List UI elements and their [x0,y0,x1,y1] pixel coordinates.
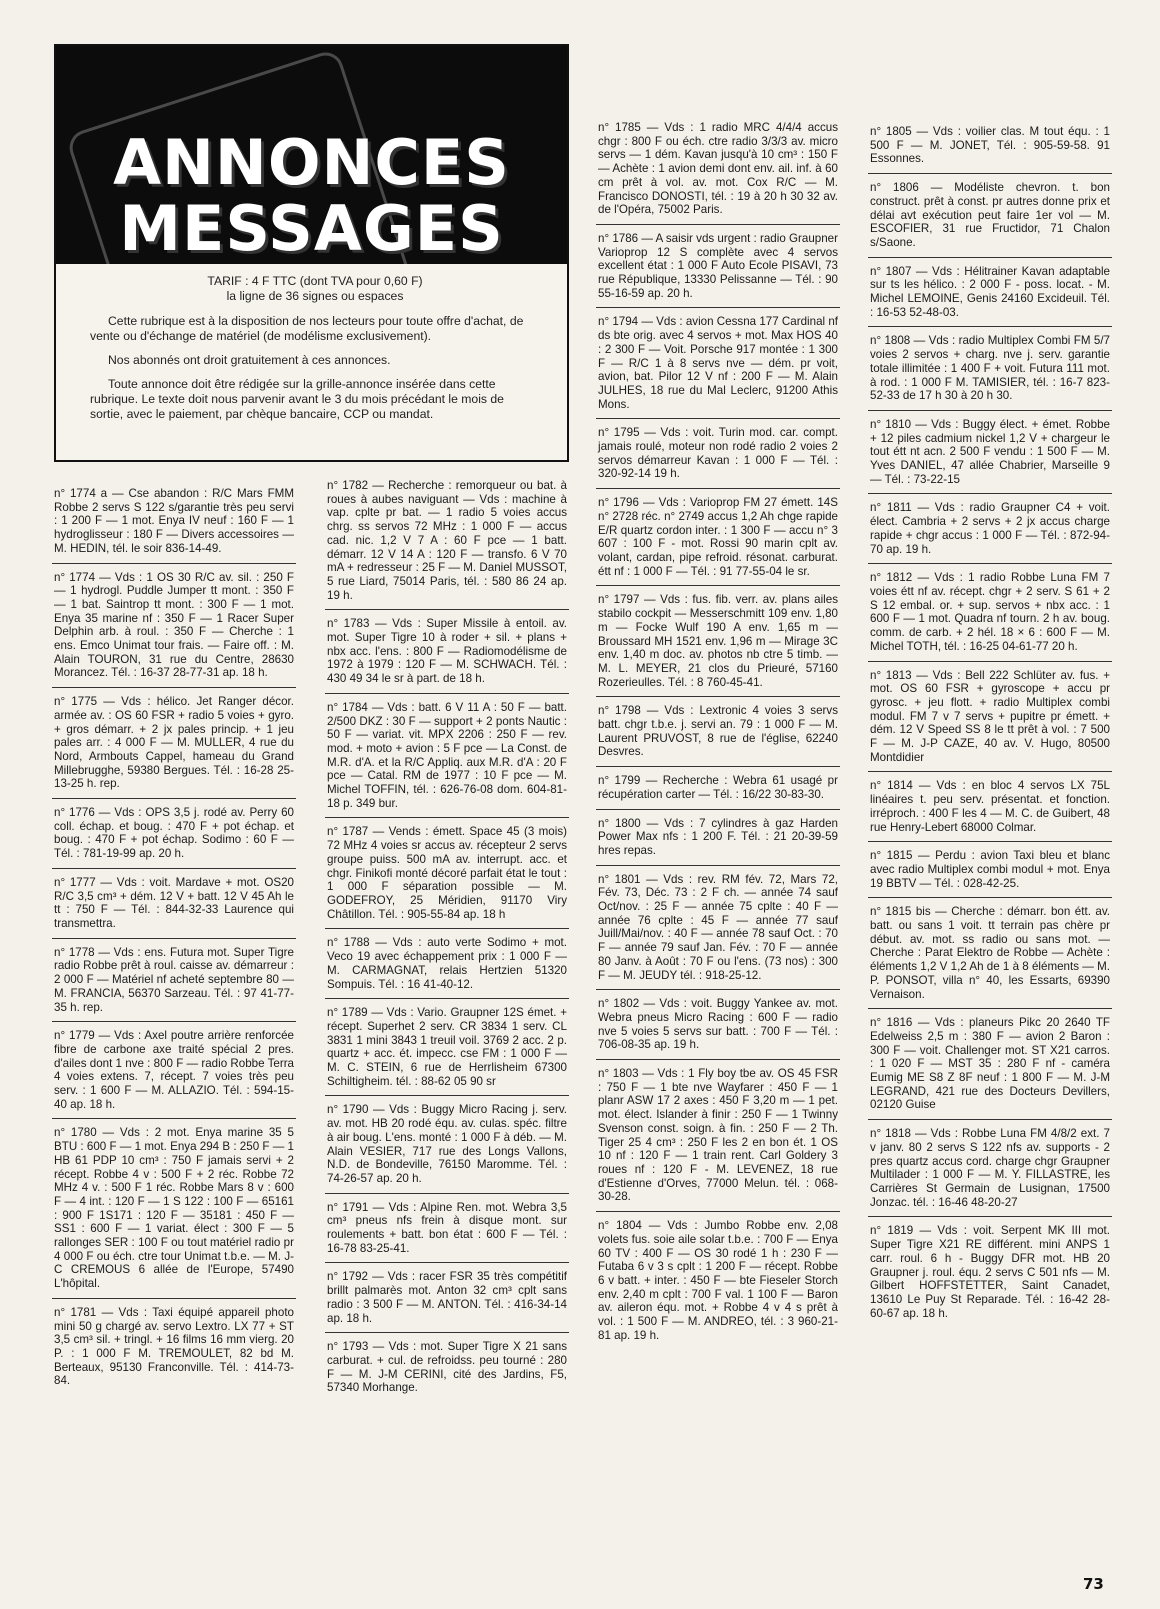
classified-ad: n° 1774 a — Cse abandon : R/C Mars FMM Robbe 2 servs S 122 s/garantie très peu servi : 1 200 F — 1 mot. Enya IV neuf : 160 F — 1 hydroglisseur : 180 F — Divers accessoires — M. HEDIN, tél. le soir 836-14-49. [52,486,296,564]
classified-ad: n° 1774 — Vds : 1 OS 30 R/C av. sil. : 250 F — 1 hydrogl. Puddle Jumper tt mont. : 350 F — 1 bat. Saintrop tt mont. : 300 F — 1 mot. Enya 35 marine nf : 350 F — 1 Racer Super Delphin arb. à roul. : 350 F — Cherche : 1 ens. Emco Unimat tour frais. — Faire off. : M. Alain TOURON, 31 rue du Centre, 28630 Morancez. Tél. : 16-37 28-77-31 ap. 18 h. [52,570,296,689]
classified-ad: n° 1806 — Modéliste chevron. t. bon construct. prêt à const. pr autres donne prix et délai avt exécution peut faire 1er vol — M. ESCOFIER, 31 rue Fructidor, 71 Chalon s/Saone. [868,180,1112,258]
header-title-banner [56,46,567,264]
classified-ad: n° 1779 — Vds : Axel poutre arrière renforcée fibre de carbone axe traité spécial 2 pres. d'ailes dont 1 nve : 800 F — radio Robbe Terra 4 voies extens. 7, récept. 7 voies très peu serv. : 1 600 F — M. ALLAZIO. Tél. : 594-15-40 ap. 18 h. [52,1028,296,1119]
classified-ad: n° 1800 — Vds : 7 cylindres à gaz Harden Power Max nfs : 1 200 F. Tél. : 21 20-39-59 hres repas. [596,816,840,866]
tarif-line-2: la ligne de 36 signes ou espaces [226,289,404,303]
classified-ad: n° 1797 — Vds : fus. fib. verr. av. plans ailes stabilo cockpit — Messerschmitt 109 env. 1,80 m — Focke Wulf 190 A env. 1,65 m — Broussard MH 1521 env. 1,96 m — Mirage 3C env. 1,40 m doc. av. photos nb ctre 5 timb. — M. L. MEYER, 21 clos du Prieuré, 57160 Rozerieulles. Tél. : 8 760-45-41. [596,592,840,697]
title-line-2: MESSAGES [119,192,504,264]
classified-ad: n° 1801 — Vds : rev. RM fév. 72, Mars 72, Fév. 73, Déc. 73 : 2 F ch. — année 74 sauf Oct/nov. : 25 F — année 75 cplte : 40 F — année 76 cplte : 45 F — année 77 sauf Juill/Mai/nov. : 40 F — année 78 sauf Oct. : 70 F — année 79 sauf Jan. Fév. : 70 F — année 80 Janv. à Août : 70 F ou l'ens. (73 nos) : 300 F — M. JEUDY tél. : 918-25-12. [596,872,840,991]
page-number: 73 [1083,1575,1104,1593]
classified-ad: n° 1794 — Vds : avion Cessna 177 Cardinal nf ds bte orig. avec 4 servos + mot. Max HOS 40 : 2 300 F — Voit. Porsche 917 montée : 1 300 F — R/C 1 à 8 servs nve — dém. pr voit, avion, bat. Pilor 12 V nf : 200 F — M. Alain JULHES, 18 rue du Mal Leclerc, 91200 Athis Mons. [596,314,840,419]
classified-ad: n° 1777 — Vds : voit. Mardave + mot. OS20 R/C 3,5 cm³ + dém. 12 V + batt. 12 V 45 Ah le tt : 750 F — Tél. : 844-32-33 Laurence qui transmettra. [52,875,296,939]
classified-ad: n° 1816 — Vds : planeurs Pikc 20 2640 TF Edelweiss 2,5 m : 380 F — avion 2 Baron : 300 F — voit. Challenger mot. ST X21 carros. : 1 020 F — MST 35 : 280 F nf - caméra Eumig ME S8 Z 8F neuf : 1 800 F — M. J-M LEGRAND, 421 rue des Docteurs Devillers, 02120 Guise [868,1015,1112,1120]
classified-ad: n° 1790 — Vds : Buggy Micro Racing j. serv. av. mot. HB 20 rodé équ. av. culas. spéc. filtre à air boug. L'ens. monté : 1 000 F à déb. — M. Alain VESIER, 717 rue des Longs Vallons, N.D. de Bondeville, 76150 Maromme. Tél. : 74-26-57 ap. 20 h. [325,1102,569,1193]
header-box [54,44,569,462]
classified-ad: n° 1787 — Vends : émett. Space 45 (3 mois) 72 MHz 4 voies sr accus av. récepteur 2 servs groupe puiss. 500 mA av. interrupt. acc. et chgr. Finikofi monté décoré parfait état le tout : 1 000 F séparation possible — M. GODEFROY, 25 Méridien, 91170 Viry Châtillon. Tél. : 905-55-84 ap. 18 h [325,824,569,929]
classified-ad: n° 1815 — Perdu : avion Taxi bleu et blanc avec radio Multiplex combi modul + mot. Enya 19 BBTV — Tél. : 028-42-25. [868,848,1112,898]
classified-ad: n° 1802 — Vds : voit. Buggy Yankee av. mot. Webra pneus Micro Racing : 600 F — radio nve 5 voies 5 servs sur batt. : 700 F — Tél. : 706-08-35 ap. 19 h. [596,996,840,1060]
classified-ad: n° 1812 — Vds : 1 radio Robbe Luna FM 7 voies étt nf av. récept. chgr + 2 serv. S 61 + 2 S 12 embal. or. + sup. servos + nbx acc. : 1 600 F — 1 mot. Quadra nf tourn. 2 h av. boug. comm. de carb. + 2 hél. 18 × 6 : 600 F — M. Michel TOTH, tél. : 16-25 04-61-77 20 h. [868,570,1112,661]
column-2 [325,478,569,1408]
classified-ad: n° 1781 — Vds : Taxi équipé appareil photo mini 50 g chargé av. servo Lextro. LX 77 + ST 3,5 cm³ sil. + tringl. + 16 films 16 mm vierg. 20 P. : 1 000 F M. TREMOULET, 82 bd M. Berteaux, 95130 Franconville. Tél. : 414-73-84. [54,1305,294,1388]
classified-ad: n° 1776 — Vds : OPS 3,5 j. rodé av. Perry 60 coll. échap. et boug. : 470 F + pot échap. et boug. : 470 F + pot échap. Sodimo : 60 F — Tél. : 781-19-99 ap. 20 h. [52,805,296,869]
classified-ad: n° 1788 — Vds : auto verte Sodimo + mot. Veco 19 avec échappement prix : 1 000 F — M. CARMAGNAT, relais Hertzien 51320 Sompuis. Tél. : 16 41-40-12. [325,935,569,999]
tarif-line-1: TARIF : 4 F TTC (dont TVA pour 0,60 F) [207,274,423,288]
subscriber-paragraph: Nos abonnés ont droit gratuitement à ces annonces. [108,353,391,367]
column-1 [52,486,296,1401]
classified-ad: n° 1798 — Vds : Lextronic 4 voies 3 servs batt. chgr t.b.e. j. servi an. 79 : 1 000 F — M. Laurent PRUVOST, 8 rue de l'église, 62240 Desvres. [596,703,840,767]
intro-paragraph: Cette rubrique est à la disposition de nos lecteurs pour toute offre d'achat, de vente ou d'échange de matériel (de modélisme exclusivement). [90,314,524,343]
classified-ad: n° 1780 — Vds : 2 mot. Enya marine 35 5 BTU : 600 F — 1 mot. Enya 294 B : 250 F — 1 HB 61 PDP 10 cm³ : 750 F jamais servi + 2 récept. Robbe 4 v : 500 F + 2 réc. Robbe 72 MHz 4 v. : 500 F 1 réc. Robbe Mars 8 v : 600 F — 4 int. : 120 F — 1 S 122 : 100 F — 65161 : 900 F 1S171 : 120 F — 35181 : 450 F — SS1 : 600 F — 1 variat. élect : 300 F — 5 rallonges SER : 100 F ou tout matériel radio pr 4 000 F ou éch. ctre tour Unimat t.b.e. — M. J-C CREMOUS 6 allée de l'Europe, 57490 L'hôpital. [52,1125,296,1298]
classified-ad: n° 1785 — Vds : 1 radio MRC 4/4/4 accus chgr : 800 F ou éch. ctre radio 3/3/3 av. micro servs — 1 dém. Kavan jusqu'à 10 cm³ : 150 F — Achète : 1 avion demi dont env. ail. inf. à 60 cm prêt à vol. av. mot. Cox R/C — M. Francisco DONOSTI, tél. : 19 à 20 h 30 32 av. de l'Opéra, 75002 Paris. [596,120,840,225]
classified-ad: n° 1778 — Vds : ens. Futura mot. Super Tigre radio Robbe prêt à roul. caisse av. démarreur : 2 000 F — Matériel nf acheté septembre 80 — M. FRANCIA, 56370 Sarzeau. Tél. : 97 41-77-35 h. rep. [52,945,296,1023]
classified-ad: n° 1791 — Vds : Alpine Ren. mot. Webra 3,5 cm³ pneus nfs frein à disque mont. sur roulements + batt. bon état : 600 F — Tél. : 16-78 83-25-41. [325,1200,569,1264]
classified-ad: n° 1796 — Vds : Varioprop FM 27 émett. 14S n° 2728 réc. n° 2749 accus 1,2 Ah chge rapide E/R quartz cordon inter. : 1 300 F — accu n° 3 607 : 100 F - mot. Rossi 90 marin cplt av. volant, cardan, pipe refroid. résonat. carburat. étt nf : 1 000 F — Tél. : 91 77-55-04 le sr. [596,495,840,586]
classified-ad: n° 1795 — Vds : voit. Turin mod. car. compt. jamais roulé, moteur non rodé radio 2 voies 2 servos démarreur Kavan : 1 000 F — Tél. : 320-92-14 19 h. [596,425,840,489]
classified-ad: n° 1808 — Vds : radio Multiplex Combi FM 5/7 voies 2 servos + charg. nve j. serv. garantie totale illimitée : 1 400 F + voit. Futura 111 mot. à rod. : 1 000 F M. TAMISIER, tél. : 16-7 823-52-33 de 17 h 30 à 20 h 30. [868,333,1112,411]
classified-ad: n° 1810 — Vds : Buggy élect. + émet. Robbe + 12 piles cadmium nickel 1,2 V + chargeur le tout étt nt acn. 2 500 F vendu : 1 500 F — M. Yves DANIEL, 47 allée Chabrier, Marseille 9 — Tél. : 73-22-15 [868,417,1112,495]
classified-ad: n° 1803 — Vds : 1 Fly boy tbe av. OS 45 FSR : 750 F — 1 bte nve Wayfarer : 450 F — 1 planr ASW 17 2 axes : 450 F 3,20 m — 1 pet. mot. élect. Islander à finir : 250 F — 1 Twinny Svenson const. soign. à fin. : 250 F — 2 Th. Tiger 25 4 cm³ : 250 F les 2 en bon ét. 1 OS 10 nf : 120 F — 1 train rent. Carl Goldery 3 roues nf : 120 F - M. LEVENEZ, 18 rue d'Estienne d'Orves, 77000 Melun. tél. : 068-30-28. [596,1066,840,1212]
classified-ad: n° 1775 — Vds : hélico. Jet Ranger décor. armée av. : OS 60 FSR + radio 5 voies + gyro. + gros démarr. + 2 jx pales princip. + 1 jeu pales arr. : 4 000 F — M. MULLER, 4 rue du Nord, Armbouts Cappel, hameau du Grand Millebrugghe, 59380 Bergues. Tél. : 16-28 25-13-25 h. rep. [52,694,296,799]
classified-ad: n° 1789 — Vds : Vario. Graupner 12S émet. + récept. Superhet 2 serv. CR 3834 1 serv. CL 3831 1 mini 3843 1 treuil voil. 3769 2 acc. 2 p. quartz + acc. ét. impecc. cse FM : 1 000 F — M. C. STEIN, 6 rue de Herrlisheim 67300 Schiltigheim. tél. : 88-62 05 90 sr [325,1005,569,1096]
classified-ad: n° 1819 — Vds : voit. Serpent MK III mot. Super Tigre X21 RE différent. mini ANPS 1 carr. roul. 6 h - Buggy DFR mot. HB 20 Graupner j. roul. équ. 2 servs C 501 nfs — M. Gilbert HOFFSTETTER, Saint Canadet, 13610 Le Puy St Reparade. Tél. : 16-42 28-60-67 ap. 18 h. [870,1224,1110,1320]
header-info [90,274,540,431]
column-4 [868,124,1112,1333]
classified-ad: n° 1786 — A saisir vds urgent : radio Graupner Varioprop 12 S complète avec 4 servos excellent état : 1 000 F Auto Ecole PISAVI, 73 rue République, 13330 Pelissanne — Tél. : 90 55-16-59 ap. 20 h. [596,231,840,309]
classified-ad: n° 1805 — Vds : voilier clas. M tout équ. : 1 500 F — M. JONET, Tél. : 905-59-58. 91 Essonnes. [868,124,1112,174]
classified-ad: n° 1783 — Vds : Super Missile à entoil. av. mot. Super Tigre 10 à roder + sil. + plans + nbx acc. l'ens. : 800 F — Radiomodélisme de 1972 à 1979 : 120 F — M. SCHWACH. Tél. : 430 49 34 le sr à part. de 18 h. [325,616,569,694]
classified-ad: n° 1784 — Vds : batt. 6 V 11 A : 50 F — batt. 2/500 DKZ : 30 F — support + 2 ponts Nautic : 50 F — variat. vit. MPX 2206 : 250 F — rev. mod. + moto + avion : 5 F pce — La Const. de M.R. d'A. et la R/C Appliq. aux M.R. d'A : 20 F pce — Catal. RM de 1977 : 10 F pce — M. Michel TOFFIN, tél. : 626-76-08 dom. 604-81-18 p. 349 bur. [325,700,569,819]
classified-ad: n° 1814 — Vds : en bloc 4 servos LX 75L linéaires t. peu serv. présentat. et fonction. irréproch. : 400 F les 4 — M. C. de Guibert, 48 rue Henry-Lebert 68000 Colmar. [868,778,1112,842]
classified-ad: n° 1792 — Vds : racer FSR 35 très compétitif brillt palmarès mot. Anton 32 cm³ cplt sans radio : 3 500 F — M. ANTON. Tél. : 416-34-14 ap. 18 h. [325,1269,569,1333]
classified-ad: n° 1804 — Vds : Jumbo Robbe env. 2,08 volets fus. soie aile solar t.b.e. : 700 F — Enya 60 TV : 400 F — OS 30 rodé 1 h : 230 F — Futaba 6 v 3 s cplt : 1 200 F — récept. Robbe 6 v batt. + inter. : 450 F — bte Fieseler Storch env. 2,40 m cplt : 700 F val. 1 100 F — Baron av. aileron équ. mot. + Robbe 4 v 4 s prêt à vol. : 1 500 F — M. ANDREO, tél. : 3 960-21-81 ap. 19 h. [598,1219,838,1342]
submission-paragraph: Toute annonce doit être rédigée sur la grille-annonce insérée dans cette rubrique. Le texte doit nous parvenir avant le 3 du mois précédant le mois de sortie, avec le paiement, par chèque bancaire, CCP ou mandat. [90,377,504,421]
title-line-1: ANNONCES [113,126,510,199]
classified-ad: n° 1782 — Recherche : remorqueur ou bat. à roues à aubes naviguant — Vds : machine à vap. cplte pr bat. — 1 radio 5 voies accus chrg. ss servos 72 MHz : 1 000 F — accus cad. nic. 1,2 V 7 A : 60 F pce — 1 batt. démarr. 12 V 14 A : 120 F — transfo. 6 V 70 mA + redresseur : 25 F — M. Daniel MUSSOT, 5 rue Liard, 75014 Paris, tél. : 580 86 24 ap. 19 h. [325,478,569,610]
classified-ad: n° 1813 — Vds : Bell 222 Schlüter av. fus. + mot. OS 60 FSR + gyroscope + accu pr gyrosc. + jeu flott. + radio Multiplex combi modul. FM 7 v 7 servs + pupitre pr émett. + dém. 12 V Speed SS 8 le tt prêt à vol. : 7 500 F — M. J-P CAZE, 40 av. V. Hugo, 80500 Montdidier [868,668,1112,773]
classified-ad: n° 1799 — Recherche : Webra 61 usagé pr récupération carter — Tél. : 16/22 30-83-30. [596,773,840,809]
column-3 [596,120,840,1355]
classified-ad: n° 1807 — Vds : Hélitrainer Kavan adaptable sur ts les hélico. : 2 000 F - poss. locat. - M. Michel LEMOINE, Genis 24160 Excideuil. Tél. : 16-53 52-48-03. [868,264,1112,328]
classified-ad: n° 1818 — Vds : Robbe Luna FM 4/8/2 ext. 7 v janv. 80 2 servs S 122 nfs av. supports - 2 pres quartz accus cord. charge chgr Graupner Multilader : 1 000 F — M. Y. FILLASTRE, les Carrières St Germain de Lusignan, 17500 Jonzac. tél. : 16-46 48-20-27 [868,1126,1112,1217]
tarif-block [90,274,540,304]
classified-ad: n° 1811 — Vds : radio Graupner C4 + voit. élect. Cambria + 2 servs + 2 jx accus charge rapide + chgr accus : 1 000 F — Tél. : 872-94-70 ap. 19 h. [868,500,1112,564]
classified-ad: n° 1815 bis — Cherche : démarr. bon étt. av. batt. ou sans 1 voit. tt terrain pas chère pr début. av. mot. ss radio ou sans mot. — Cherche : Parat Elektro de Robbe — Achète : éléments 1,2 V 1,2 Ah de 1 à 8 éléments — M. P. PONSOT, villa n° 40, les Essarts, 69390 Vernaison. [868,904,1112,1009]
classified-ad: n° 1793 — Vds : mot. Super Tigre X 21 sans carburat. + cul. de refroidss. peu tourné : 280 F — M. J-M CERINI, cité des Jardins, F5, 57340 Morhange. [327,1340,567,1395]
